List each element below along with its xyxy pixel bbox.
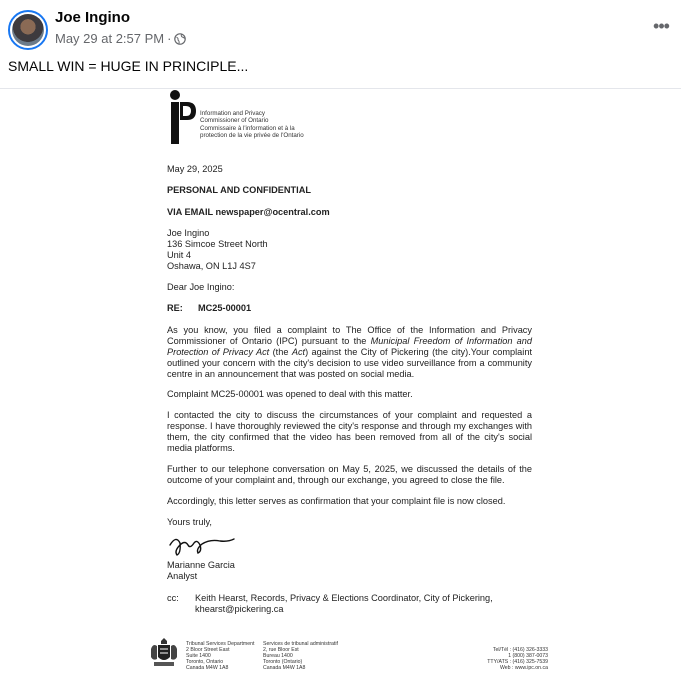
cc-email: khearst@pickering.ca bbox=[195, 604, 284, 614]
avatar-image bbox=[12, 14, 44, 46]
address-line: Joe Ingino bbox=[167, 228, 210, 238]
p1-text: ) against the City of Pickering (the city).Your complaint outlined your concern with the city's decision to use video surveillance from a community centre in an announcement that was posted on social media. bbox=[167, 347, 532, 379]
author-name[interactable]: Joe Ingino bbox=[55, 9, 130, 26]
paragraph-1 bbox=[167, 325, 532, 380]
footer-line: Web : www.ipc.on.ca bbox=[499, 665, 548, 671]
paragraph-4: Further to our telephone conversation on May 5, 2025, we discussed the details of the outcome of your complaint and, through our exchange, you agreed to close the file. bbox=[167, 464, 532, 485]
footer-line: 1 (800) 387-0073 bbox=[508, 653, 548, 659]
footer-line: 2 Bloor Street East bbox=[186, 647, 230, 653]
footer-line: Tel/Tél : (416) 326-3333 bbox=[492, 647, 548, 653]
meta-separator: · bbox=[167, 31, 172, 46]
footer-line: Services de tribunal administratif bbox=[263, 641, 338, 647]
post-header bbox=[8, 8, 673, 52]
closing: Yours truly, bbox=[167, 517, 212, 527]
act-short: Act bbox=[291, 347, 306, 357]
footer-line: Tribunal Services Department bbox=[186, 641, 255, 647]
cc-line: Keith Hearst, Records, Privacy & Elections Coordinator, City of Pickering, bbox=[195, 593, 493, 603]
post-timestamp[interactable]: May 29 at 2:57 PM bbox=[55, 31, 165, 46]
salutation: Dear Joe Ingino: bbox=[167, 282, 235, 292]
footer-line: Toronto (Ontario) bbox=[263, 659, 303, 665]
org-name-line: Information and Privacy bbox=[200, 110, 265, 117]
ontario-crest-icon bbox=[148, 637, 180, 669]
globe-icon[interactable] bbox=[174, 33, 186, 45]
confidential-heading: PERSONAL AND CONFIDENTIAL bbox=[167, 185, 311, 195]
org-name-line: Commissaire à l'information et à la bbox=[200, 125, 295, 132]
org-name-line: Commissioner of Ontario bbox=[200, 117, 269, 124]
act-name: Municipal Freedom of Information and Protection of Privacy Act bbox=[167, 336, 533, 357]
footer-line: 2, rue Bloor Est bbox=[263, 647, 299, 653]
post-text: SMALL WIN = HUGE IN PRINCIPLE... bbox=[8, 58, 249, 74]
cc-label: cc: bbox=[167, 593, 179, 603]
footer-col-french bbox=[263, 641, 338, 671]
ipc-org-name bbox=[200, 110, 304, 139]
footer-line: Toronto, Ontario bbox=[186, 659, 224, 665]
ipc-logo-icon bbox=[167, 89, 197, 145]
signature-image bbox=[168, 531, 238, 557]
footer-line: Suite 1400 bbox=[186, 653, 211, 659]
address-line: Oshawa, ON L1J 4S7 bbox=[167, 261, 256, 271]
letter-footer bbox=[148, 637, 548, 677]
post-meta bbox=[55, 31, 186, 46]
footer-line: Canada M4W 1A8 bbox=[263, 665, 306, 671]
paragraph-5: Accordingly, this letter serves as confirmation that your complaint file is now closed. bbox=[167, 496, 506, 506]
paragraph-3: I contacted the city to discuss the circumstances of your complaint and requested a response. I have thoroughly reviewed the city's response and through my exchanges with them, the city confirmed that the video has been removed from all of the city's social media platforms. bbox=[167, 410, 532, 453]
recipient-address bbox=[167, 228, 268, 272]
more-horizontal-icon[interactable]: ••• bbox=[653, 15, 669, 36]
signer-name: Marianne Garcia bbox=[167, 560, 235, 570]
via-email-line: VIA EMAIL newspaper@ocentral.com bbox=[167, 207, 330, 217]
letter-date: May 29, 2025 bbox=[167, 164, 223, 174]
p1-text: (the bbox=[269, 347, 292, 357]
footer-col-contact bbox=[468, 647, 548, 671]
avatar[interactable] bbox=[8, 10, 48, 50]
letter-image[interactable] bbox=[0, 88, 681, 677]
address-line: 136 Simcoe Street North bbox=[167, 239, 268, 249]
footer-line: Canada M4W 1A8 bbox=[186, 665, 229, 671]
footer-line: TTY/ATS : (416) 325-7539 bbox=[487, 659, 548, 665]
signer-title: Analyst bbox=[167, 571, 198, 581]
footer-col-english bbox=[186, 641, 254, 671]
address-line: Unit 4 bbox=[167, 250, 192, 260]
re-label: RE: bbox=[167, 303, 183, 313]
paragraph-2: Complaint MC25-00001 was opened to deal with this matter. bbox=[167, 389, 413, 399]
re-value: MC25-00001 bbox=[198, 303, 252, 313]
org-name-line: protection de la vie privée de l'Ontario bbox=[200, 132, 304, 139]
footer-line: Bureau 1400 bbox=[263, 653, 293, 659]
p1-text: As you know, you filed a complaint to The Office of the Information and Privacy Commissioner of Ontario (IPC) pursuant to the bbox=[167, 325, 532, 346]
